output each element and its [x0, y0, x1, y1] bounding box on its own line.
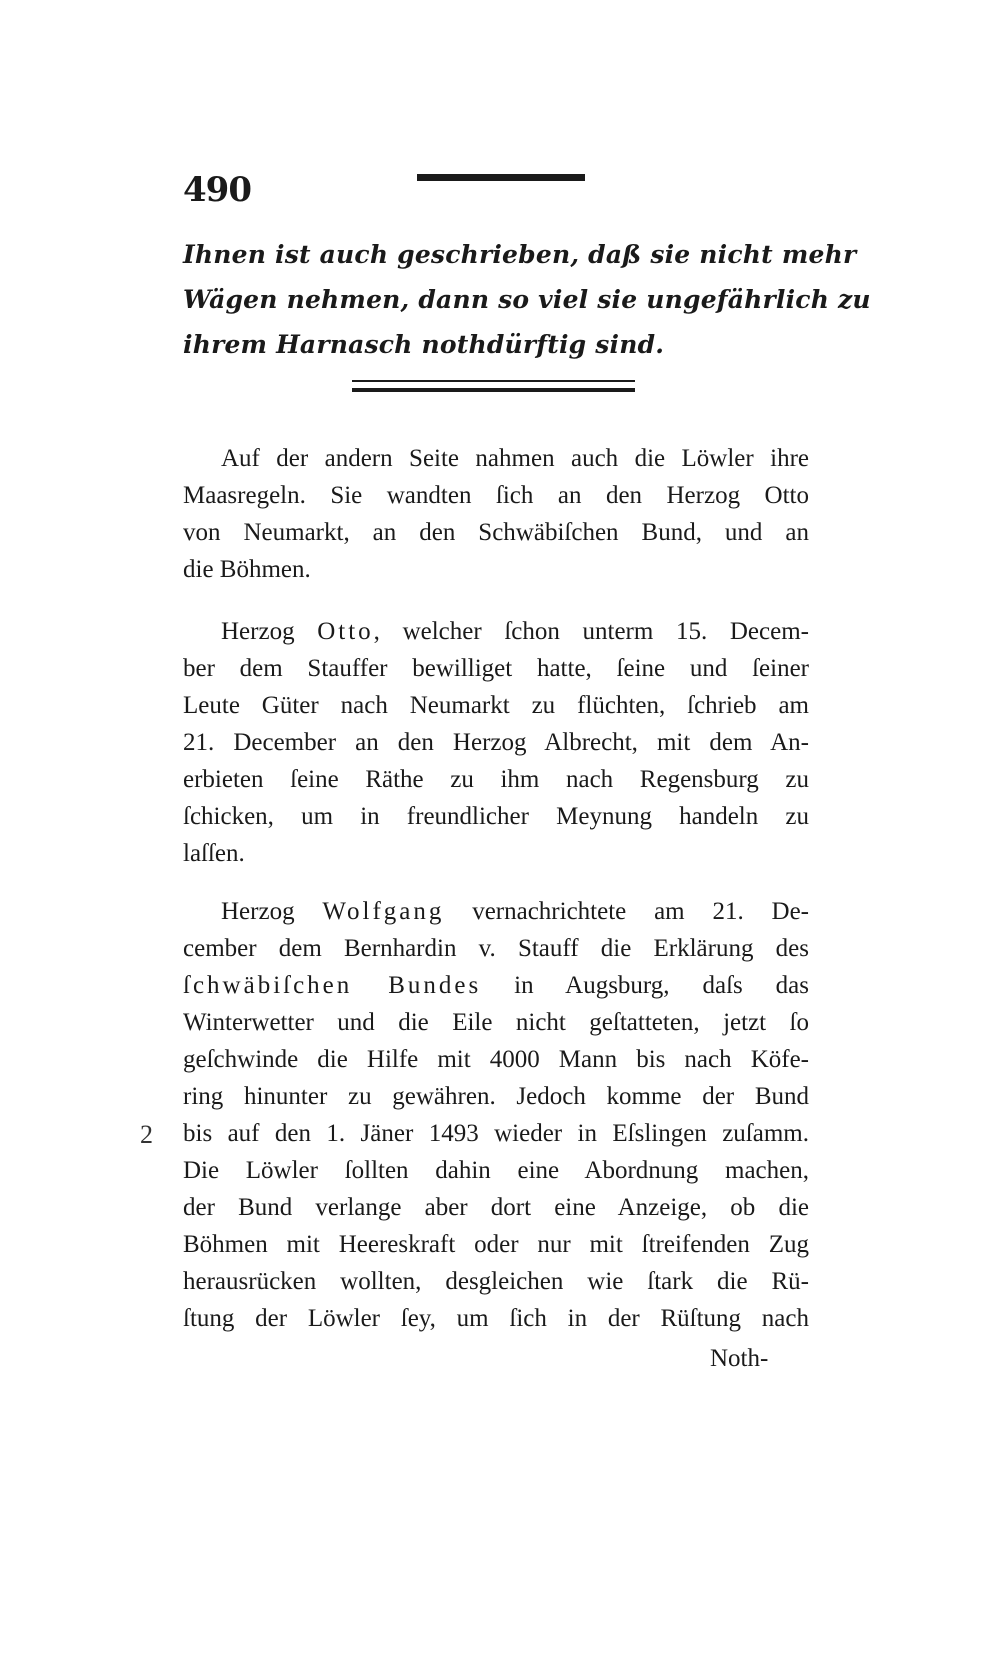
text-line: geſchwinde die Hilfe mit 4000 Mann bis nach Köfe- — [183, 1046, 809, 1073]
page-number: 490 — [183, 170, 251, 210]
text-line: ſtung der Löwler ſey, um ſich in der Rüſtung nach — [183, 1305, 809, 1332]
text-line: Böhmen mit Heereskraft oder nur mit ſtreifenden Zug — [183, 1231, 809, 1258]
text-line: von Neumarkt, an den Schwäbiſchen Bund, und an — [183, 519, 809, 546]
text-line: ſchicken, um in freundlicher Meynung handeln zu — [183, 803, 809, 830]
text-line: Herzog Otto, welcher ſchon unterm 15. Decem- — [221, 618, 809, 645]
text-line: ſchwäbiſchen Bundes in Augsburg, daſs das — [183, 972, 810, 999]
text-line: Winterwetter und die Eile nicht geſtatteten, jetzt ſo — [183, 1009, 809, 1036]
quote-line: ihrem Harnasch nothdürftig sind. — [183, 330, 665, 359]
text-line: ber dem Stauffer bewilliget hatte, ſeine und ſeiner — [183, 655, 809, 682]
text-line: ring hinunter zu gewähren. Jedoch komme der Bund — [183, 1083, 809, 1110]
text-line: die Böhmen. — [183, 556, 311, 583]
margin-annotation: 2 — [140, 1120, 153, 1149]
paragraph-1 — [183, 440, 809, 588]
text-line: erbieten ſeine Räthe zu ihm nach Regensburg zu — [183, 766, 809, 793]
text-line: herausrücken wollten, desgleichen wie ſtark die Rü- — [183, 1268, 809, 1295]
text-line: Maasregeln. Sie wandten ſich an den Herzog Otto — [183, 482, 809, 509]
text-line: Die Löwler ſollten dahin eine Abordnung machen, — [183, 1157, 809, 1184]
quote-line: Wägen nehmen, dann so viel sie ungefährlich zu — [183, 285, 871, 314]
section-divider — [352, 380, 635, 392]
text-line: Herzog Wolfgang vernachrichtete am 21. De- — [221, 898, 809, 925]
text-line: 21. December an den Herzog Albrecht, mit dem An- — [183, 729, 809, 756]
catchword: Noth- — [710, 1345, 769, 1372]
spaced-name: ſchwäbiſchen Bundes — [183, 972, 482, 999]
text-line: laſſen. — [183, 840, 245, 867]
paragraph-3 — [183, 893, 809, 1337]
blackletter-quote — [183, 232, 871, 367]
text-line: cember dem Bernhardin v. Stauff die Erklärung des — [183, 935, 809, 962]
text-line: der Bund verlange aber dort eine Anzeige, ob die — [183, 1194, 809, 1221]
text-line: Leute Güter nach Neumarkt zu flüchten, ſchrieb am — [183, 692, 809, 719]
quote-line: Ihnen ist auch geschrieben, daß sie nicht mehr — [183, 240, 857, 269]
header-rule — [417, 174, 585, 181]
paragraph-2 — [183, 613, 809, 872]
spaced-name: Otto — [317, 618, 374, 645]
text-line: bis auf den 1. Jäner 1493 wieder in Eſslingen zuſamm. — [183, 1120, 809, 1147]
text-line: Auf der andern Seite nahmen auch die Löwler ihre — [221, 445, 809, 472]
spaced-name: Wolfgang — [322, 898, 445, 925]
